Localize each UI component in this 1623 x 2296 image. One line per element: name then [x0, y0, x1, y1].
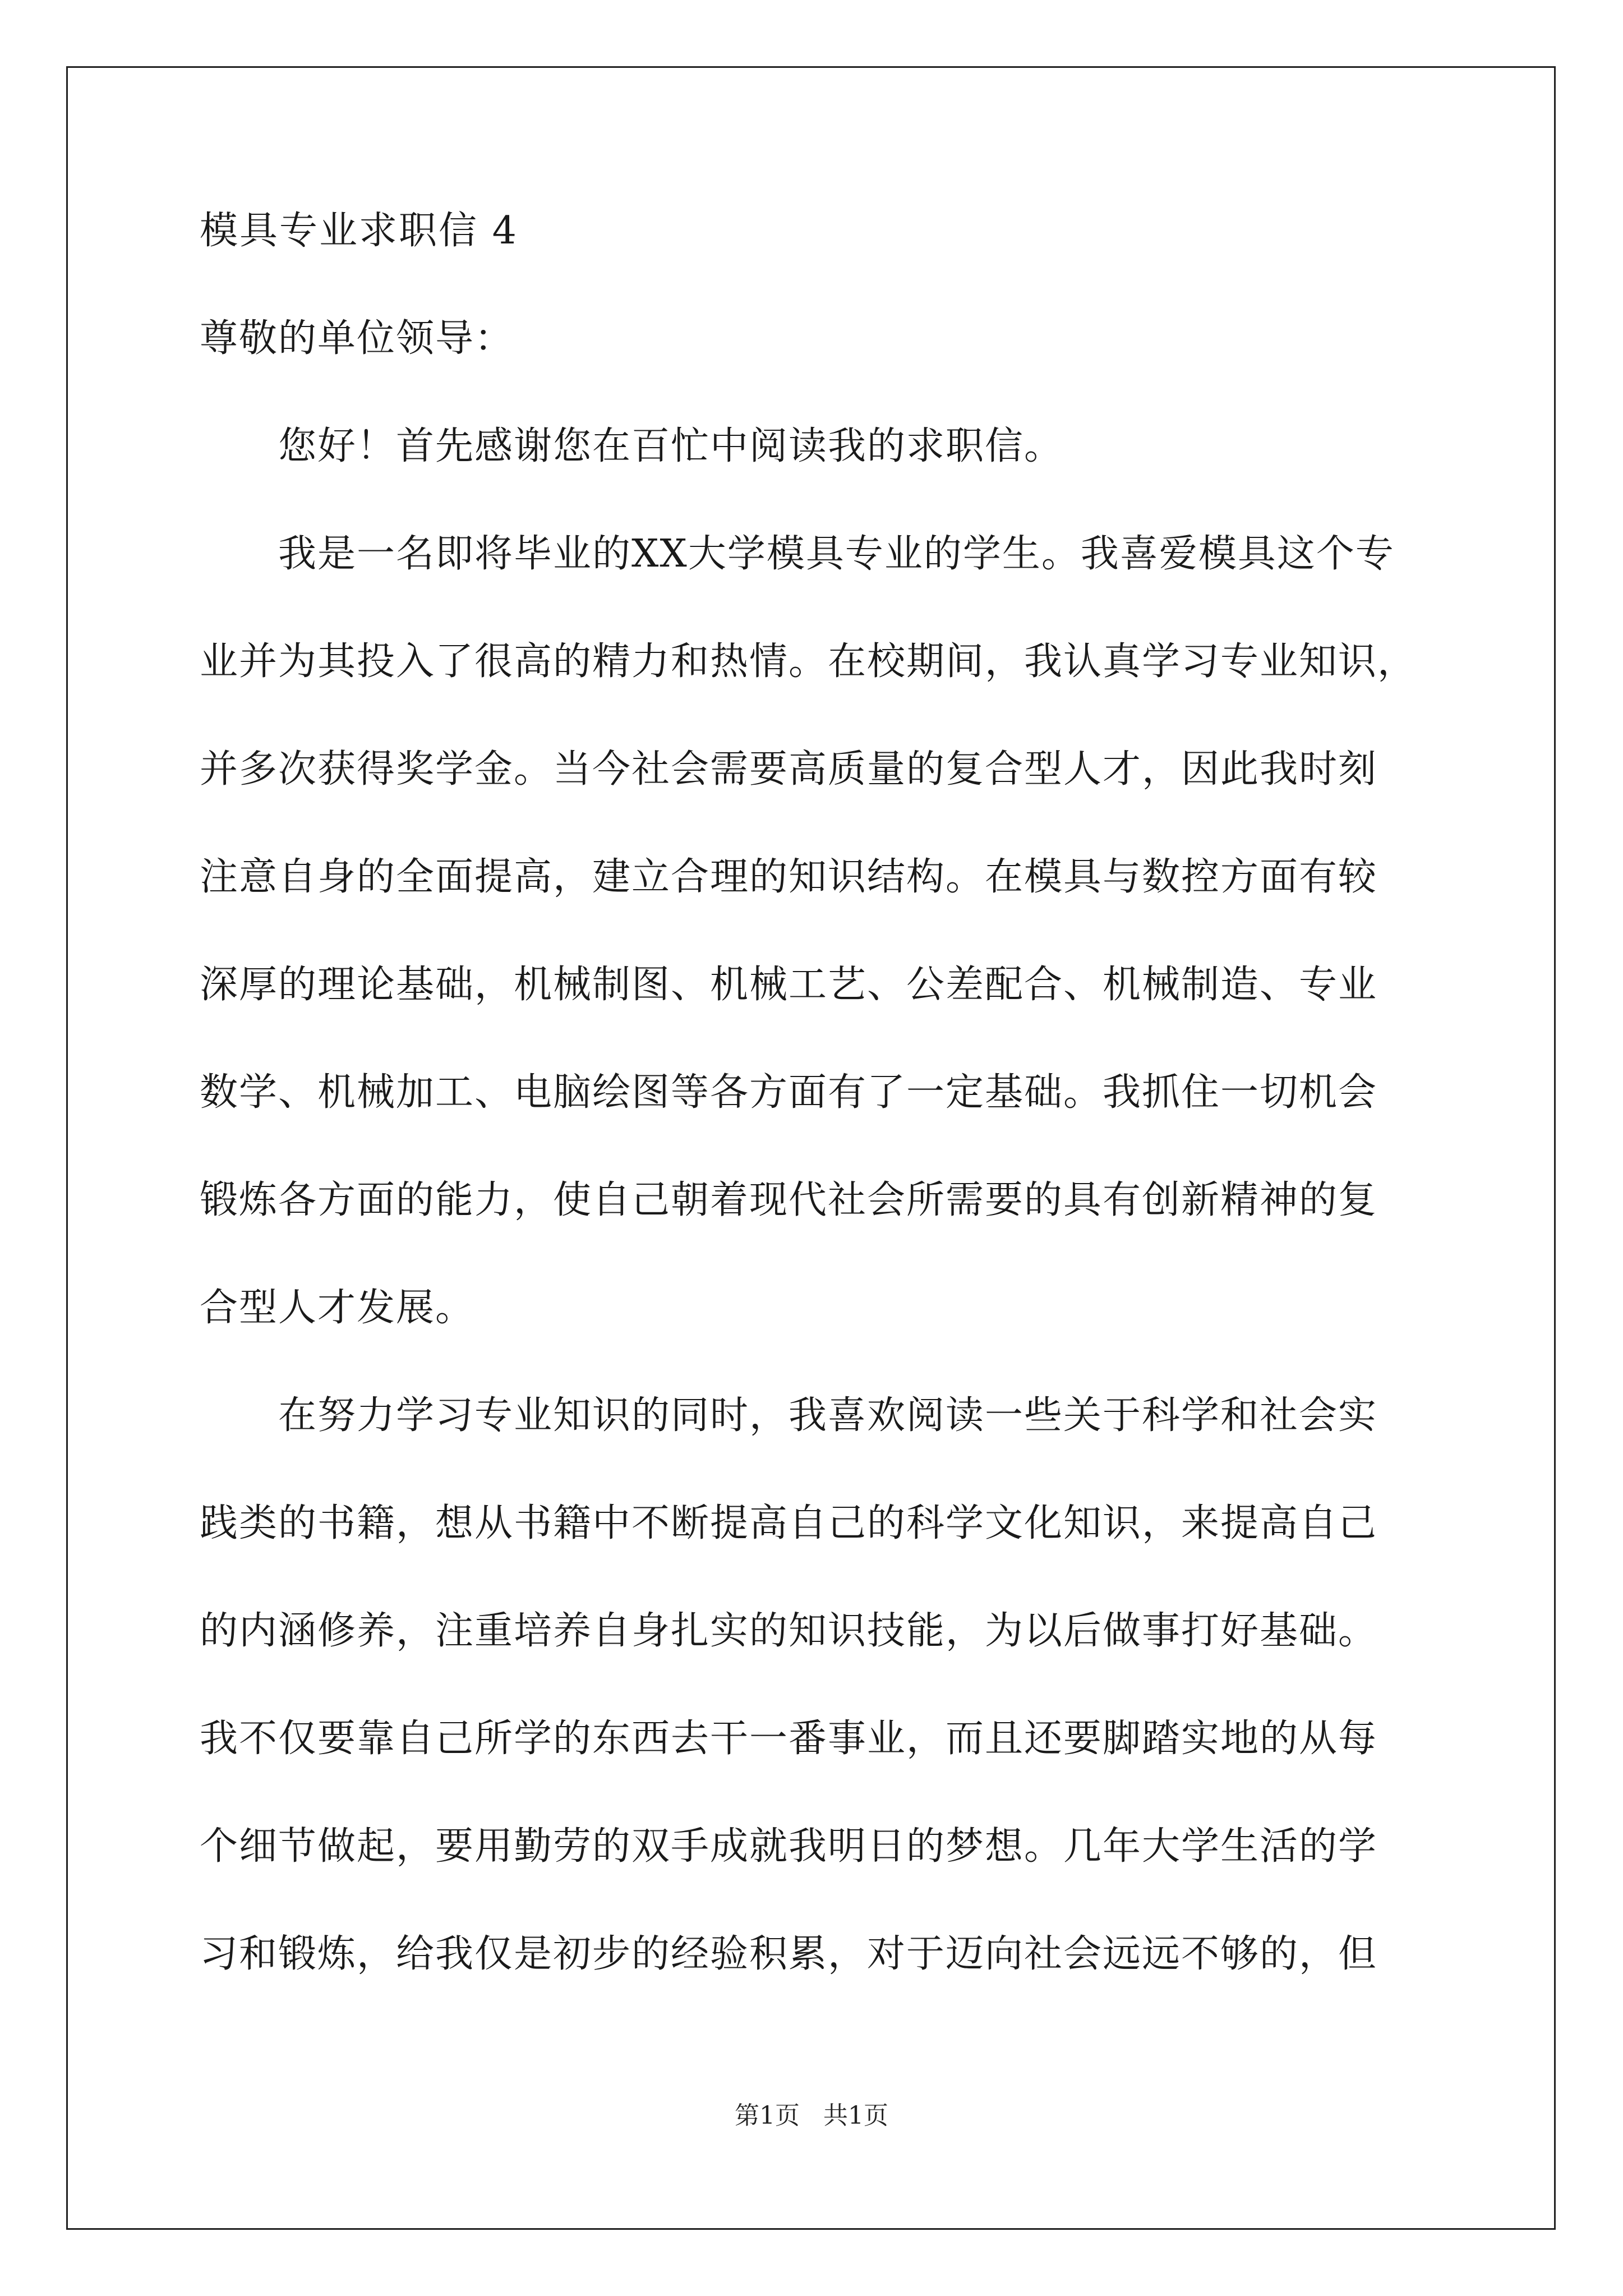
- body-text: [200, 424, 1426, 1976]
- text-line: 注意自身的全面提高，建立合理的知识结构。在模具与数控方面有较: [200, 855, 1378, 899]
- text-line: 业并为其投入了很高的精力和热情。在校期间，我认真学习专业知识，: [200, 639, 1417, 684]
- text-line: 的内涵修养，注重培养自身扎实的知识技能，为以后做事打好基础。: [200, 1609, 1378, 1653]
- text-line: 合型人才发展。: [200, 1286, 475, 1330]
- text-line: 并多次获得奖学金。当今社会需要高质量的复合型人才，因此我时刻: [200, 747, 1378, 792]
- text-line: 我不仅要靠自己所学的东西去干一番事业，而且还要脚踏实地的从每: [200, 1717, 1378, 1761]
- text-line: 数学、机械加工、电脑绘图等各方面有了一定基础。我抓住一切机会: [200, 1070, 1378, 1115]
- salutation: 尊敬的单位领导：: [200, 316, 514, 361]
- text-line: 习和锻炼，给我仅是初步的经验积累，对于迈向社会远远不够的，但: [200, 1932, 1378, 1976]
- letter-body: [200, 209, 1426, 2043]
- text-line: 深厚的理论基础，机械制图、机械工艺、公差配合、机械制造、专业: [200, 963, 1378, 1007]
- document-title: 模具专业求职信 4: [200, 209, 518, 253]
- text-line: 在努力学习专业知识的同时，我喜欢阅读一些关于科学和社会实: [278, 1393, 1378, 1438]
- text-line: 锻炼各方面的能力，使自己朝着现代社会所需要的具有创新精神的复: [200, 1178, 1378, 1222]
- text-line: 我是一名即将毕业的XX大学模具专业的学生。我喜爱模具这个专: [278, 532, 1395, 576]
- text-line: 您好！首先感谢您在百忙中阅读我的求职信。: [278, 424, 1064, 468]
- page-footer: 第1页 共1页: [735, 2101, 888, 2130]
- text-line: 个细节做起，要用勤劳的双手成就我明日的梦想。几年大学生活的学: [200, 1824, 1378, 1869]
- text-line: 践类的书籍，想从书籍中不断提高自己的科学文化知识，来提高自己: [200, 1501, 1378, 1545]
